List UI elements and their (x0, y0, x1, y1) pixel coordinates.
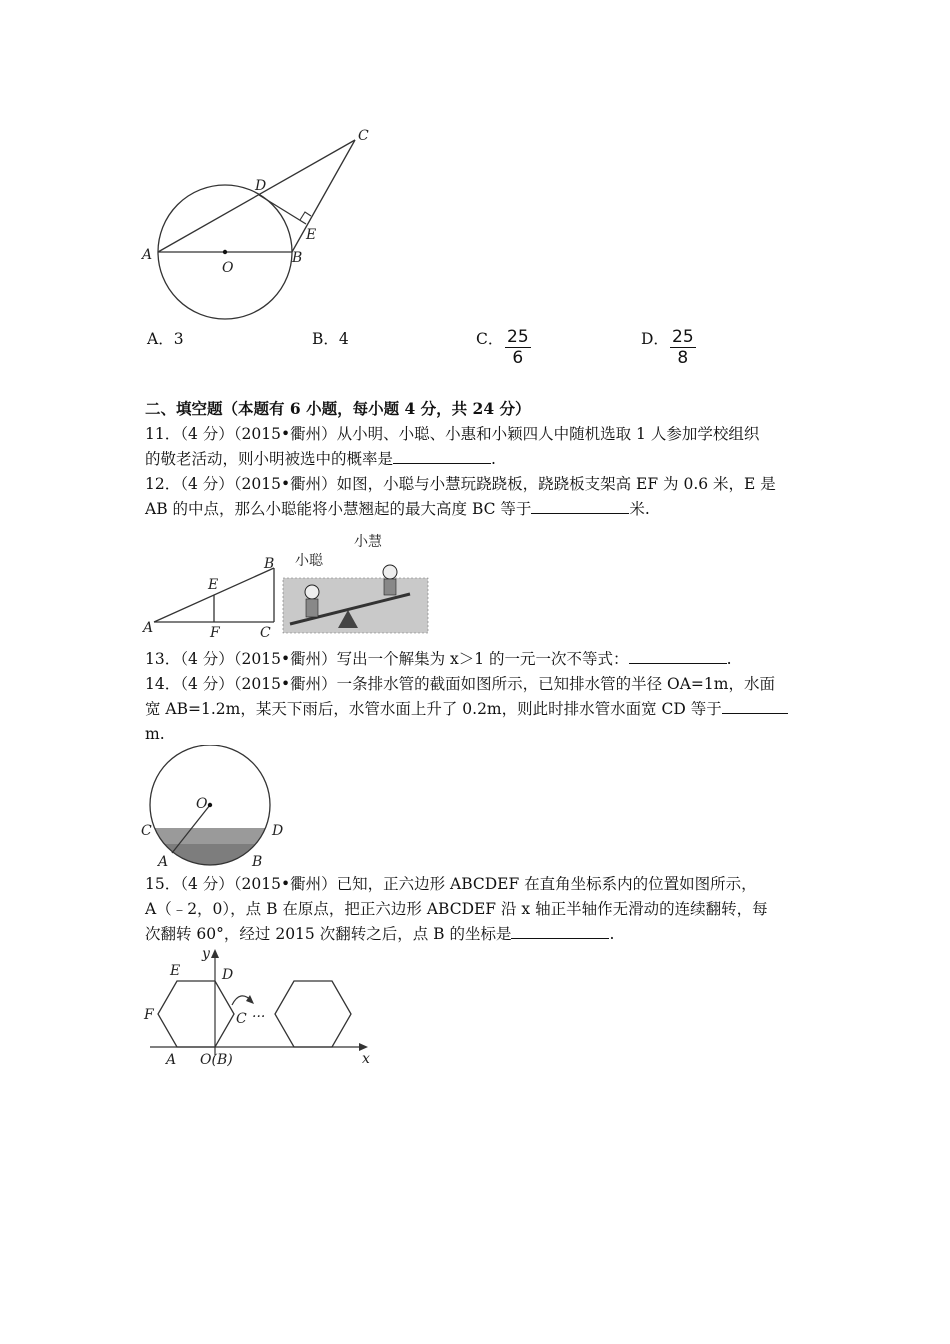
q14-label-d: D (272, 823, 284, 839)
q10-option-a (147, 327, 184, 349)
q11-text: 的敬老活动，则小明被选中的概率是 (145, 450, 394, 468)
q15-label-d: D (222, 967, 234, 983)
boy-head (305, 585, 319, 599)
q10-option-b (312, 327, 349, 349)
q12-label-a: A (143, 620, 154, 636)
q11-line-2 (145, 448, 496, 470)
option-letter: D． (641, 330, 669, 348)
q15-label-dots: ··· (252, 1009, 266, 1025)
section-heading: 二、填空题（本题有 6 小题，每小题 4 分，共 24 分） (145, 399, 531, 418)
q11-end: . (491, 450, 496, 468)
q11-line-1: 11．（4 分）（2015•衢州）从小明、小聪、小惠和小颖四人中随机选取 1 人参加学校组织 (145, 425, 760, 443)
q10-center-dot (223, 250, 227, 254)
q14-label-a: A (158, 854, 169, 870)
q15-label-o: O(B) (200, 1052, 233, 1068)
q10-right-angle-mark (300, 212, 311, 220)
q15-text: 次翻转 60°，经过 2015 次翻转之后，点 B 的坐标是 (145, 925, 512, 943)
q15-label-c: C (236, 1011, 247, 1027)
fraction-denominator: 6 (512, 348, 524, 368)
q13-text: 13．（4 分）（2015•衢州）写出一个解集为 x＞1 的一元一次不等式： (145, 650, 629, 668)
q10-label-a: A (142, 247, 153, 263)
fraction-denominator: 8 (677, 348, 689, 368)
q15-line-1: 15．（4 分）（2015•衢州）已知，正六边形 ABCDEF 在直角坐标系内的位置如图所示， (145, 875, 757, 893)
q10-label-c: C (358, 128, 369, 144)
q14-label-c: C (141, 823, 152, 839)
q15-hexagon-1 (158, 981, 234, 1047)
q15-line-2: A（﹣2，0），点 B 在原点，把正六边形 ABCDEF 沿 x 轴正半轴作无滑动的连续翻转，每 (145, 900, 768, 918)
option-letter: C． (476, 330, 504, 348)
q10-option-c-fraction (505, 327, 531, 368)
q10-option-d-fraction (670, 327, 696, 368)
q14-line-2 (145, 698, 788, 720)
q15-rotation-arrowhead (246, 995, 254, 1004)
q15-end: . (609, 925, 615, 943)
q15-label-x: x (362, 1051, 370, 1067)
option-letter: B． (312, 330, 339, 348)
q12-text: AB 的中点，那么小聪能将小慧翘起的最大高度 BC 等于 (145, 500, 532, 518)
q15-label-f: F (144, 1007, 154, 1023)
q10-label-e: E (306, 227, 317, 243)
q12-label-e: E (208, 577, 219, 593)
q12-label-boy: 小聪 (295, 553, 323, 569)
q12-label-girl: 小慧 (354, 534, 382, 550)
option-letter: A． (147, 330, 174, 348)
q12-answer-blank[interactable] (531, 498, 629, 514)
q10-segment-de (259, 195, 306, 224)
q15-hexagon-2 (275, 981, 351, 1047)
q11-answer-blank[interactable] (393, 448, 491, 464)
q12-label-f: F (210, 625, 220, 641)
q12-label-b: B (264, 556, 275, 572)
q15-line-3 (145, 923, 614, 945)
q10-option-d (641, 327, 669, 349)
seesaw-illustration (283, 565, 428, 633)
q10-label-o: O (222, 260, 234, 276)
q14-line-3: m. (145, 725, 165, 743)
q14-label-b: B (252, 854, 263, 870)
q15-figure (140, 943, 380, 1068)
q14-text: 宽 AB=1.2m，某天下雨后，水管水面上升了 0.2m，则此时排水管水面宽 CD 等于 (145, 700, 722, 718)
q13-end: . (726, 650, 732, 668)
q10-label-d: D (255, 178, 267, 194)
q10-option-c (476, 327, 503, 349)
q12-line-2 (145, 498, 650, 520)
option-value: 3 (173, 330, 184, 348)
q14-answer-blank[interactable] (722, 698, 788, 714)
q14-figure (138, 745, 298, 870)
q14-line-1: 14．（4 分）（2015•衢州）一条排水管的截面如图所示，已知排水管的半径 OA=1m，水面 (145, 675, 775, 693)
q15-label-e: E (170, 963, 181, 979)
q12-line-1: 12．（4 分）（2015•衢州）如图，小聪与小慧玩跷跷板，跷跷板支架高 EF 为 0.6 米，E 是 (145, 475, 776, 493)
q14-center-dot (208, 803, 212, 807)
q13-line-1 (145, 648, 732, 670)
q15-label-y: y (202, 946, 210, 962)
q14-label-o: O (196, 796, 208, 812)
q12-figure (140, 528, 440, 643)
q15-answer-blank[interactable] (511, 923, 609, 939)
q10-figure (140, 122, 380, 327)
fraction-numerator: 25 (507, 327, 529, 347)
q12-end: 米. (629, 500, 650, 518)
q15-x-arrow (359, 1043, 368, 1051)
q15-y-arrow (211, 949, 219, 958)
q12-label-c: C (260, 625, 271, 641)
q10-line-bc (292, 140, 355, 252)
option-value: 4 (338, 330, 349, 348)
q15-label-a: A (166, 1052, 177, 1068)
girl-head (383, 565, 397, 579)
q10-label-b: B (292, 250, 303, 266)
q13-answer-blank[interactable] (629, 648, 727, 664)
fraction-numerator: 25 (672, 327, 694, 347)
